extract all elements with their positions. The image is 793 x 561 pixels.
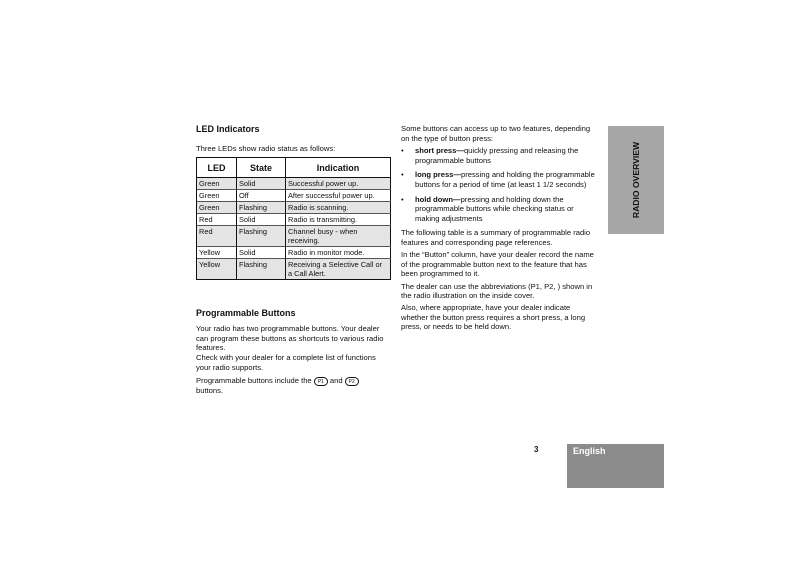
- cell-state: Flashing: [237, 226, 286, 247]
- cell-indication: Successful power up.: [286, 178, 391, 190]
- table-header-row: [197, 158, 391, 178]
- bullet-icon: •: [401, 194, 404, 204]
- column-header-led: LED: [197, 158, 237, 178]
- cell-indication: Radio is transmitting.: [286, 214, 391, 226]
- cell-led: Red: [197, 214, 237, 226]
- cell-state: Solid: [237, 247, 286, 259]
- cell-led: Green: [197, 190, 237, 202]
- cell-led: Red: [197, 226, 237, 247]
- bullet-icon: •: [401, 170, 404, 180]
- table-row: [197, 202, 391, 214]
- column-header-indication: Indication: [286, 158, 391, 178]
- section-side-tab: [608, 126, 664, 234]
- led-status-table: [196, 157, 391, 280]
- page-number: 3: [534, 445, 539, 454]
- table-row: [197, 247, 391, 259]
- cell-state: Solid: [237, 214, 286, 226]
- language-label: English: [573, 446, 606, 456]
- p3-text-before: Programmable buttons include the: [196, 376, 312, 385]
- led-indicators-heading: LED Indicators: [196, 124, 260, 134]
- p2-button-icon: P2: [345, 377, 359, 386]
- summary-paragraph-4: Also, where appropriate, have your dealer indicate whether the button press requires a short press, a long press, or needs to be held down.: [401, 303, 586, 332]
- table-row: [197, 226, 391, 247]
- cell-indication: Radio in monitor mode.: [286, 247, 391, 259]
- language-tab: [567, 444, 664, 488]
- summary-paragraph-2: In the “Button” column, have your dealer record the name of the programmable button next to the feature that has been programmed to it.: [401, 250, 594, 279]
- table-row: [197, 259, 391, 280]
- table-row: [197, 214, 391, 226]
- cell-led: Green: [197, 202, 237, 214]
- short-press-text: quickly pressing and releasing the programmable buttons: [415, 146, 579, 165]
- cell-indication: After successful power up.: [286, 190, 391, 202]
- section-tab-label: RADIO OVERVIEW: [631, 141, 641, 219]
- cell-state: Solid: [237, 178, 286, 190]
- cell-led: Green: [197, 178, 237, 190]
- cell-indication: Receiving a Selective Call or a Call Alert.: [286, 259, 391, 280]
- led-intro-text: Three LEDs show radio status as follows:: [196, 144, 336, 153]
- programmable-paragraph-2: Check with your dealer for a complete list of functions your radio supports.: [196, 353, 376, 372]
- p3-text-after: buttons.: [196, 385, 224, 395]
- programmable-buttons-heading: Programmable Buttons: [196, 308, 296, 318]
- cell-state: Flashing: [237, 259, 286, 280]
- button-press-intro: Some buttons can access up to two features, depending on the type of button press:: [401, 124, 591, 143]
- programmable-paragraph-3: [196, 376, 388, 395]
- table-row: [197, 178, 391, 190]
- cell-led: Yellow: [197, 259, 237, 280]
- hold-down-text: pressing and holding down the programmable buttons while checking status or making adjustments: [415, 194, 574, 223]
- short-press-term: short press—: [415, 146, 464, 156]
- long-press-term: long press—: [415, 170, 461, 180]
- cell-state: Flashing: [237, 202, 286, 214]
- long-press-text: pressing and holding the programmable buttons for a period of time (at least 1 1/2 seconds): [415, 170, 595, 189]
- bullet-icon: •: [401, 146, 404, 156]
- list-item: [401, 170, 595, 189]
- p1-button-icon: P1: [314, 377, 328, 386]
- column-header-state: State: [237, 158, 286, 178]
- list-item: [401, 146, 595, 165]
- cell-led: Yellow: [197, 247, 237, 259]
- p3-text-and: and: [329, 376, 343, 385]
- cell-state: Off: [237, 190, 286, 202]
- press-type-list: [401, 146, 595, 223]
- hold-down-term: hold down—: [415, 194, 461, 204]
- summary-paragraph-3: The dealer can use the abbreviations (P1, P2, ) shown in the radio illustration on the inside cover.: [401, 281, 593, 301]
- right-column: [401, 124, 595, 335]
- programmable-paragraph-1: Your radio has two programmable buttons. Your dealer can program these buttons as shortcuts to various radio features.: [196, 324, 384, 353]
- list-item: [401, 195, 595, 224]
- cell-indication: Radio is scanning.: [286, 202, 391, 214]
- cell-indication: Channel busy - when receiving.: [286, 226, 391, 247]
- summary-paragraph-1: The following table is a summary of programmable radio features and corresponding page references.: [401, 228, 591, 247]
- table-row: [197, 190, 391, 202]
